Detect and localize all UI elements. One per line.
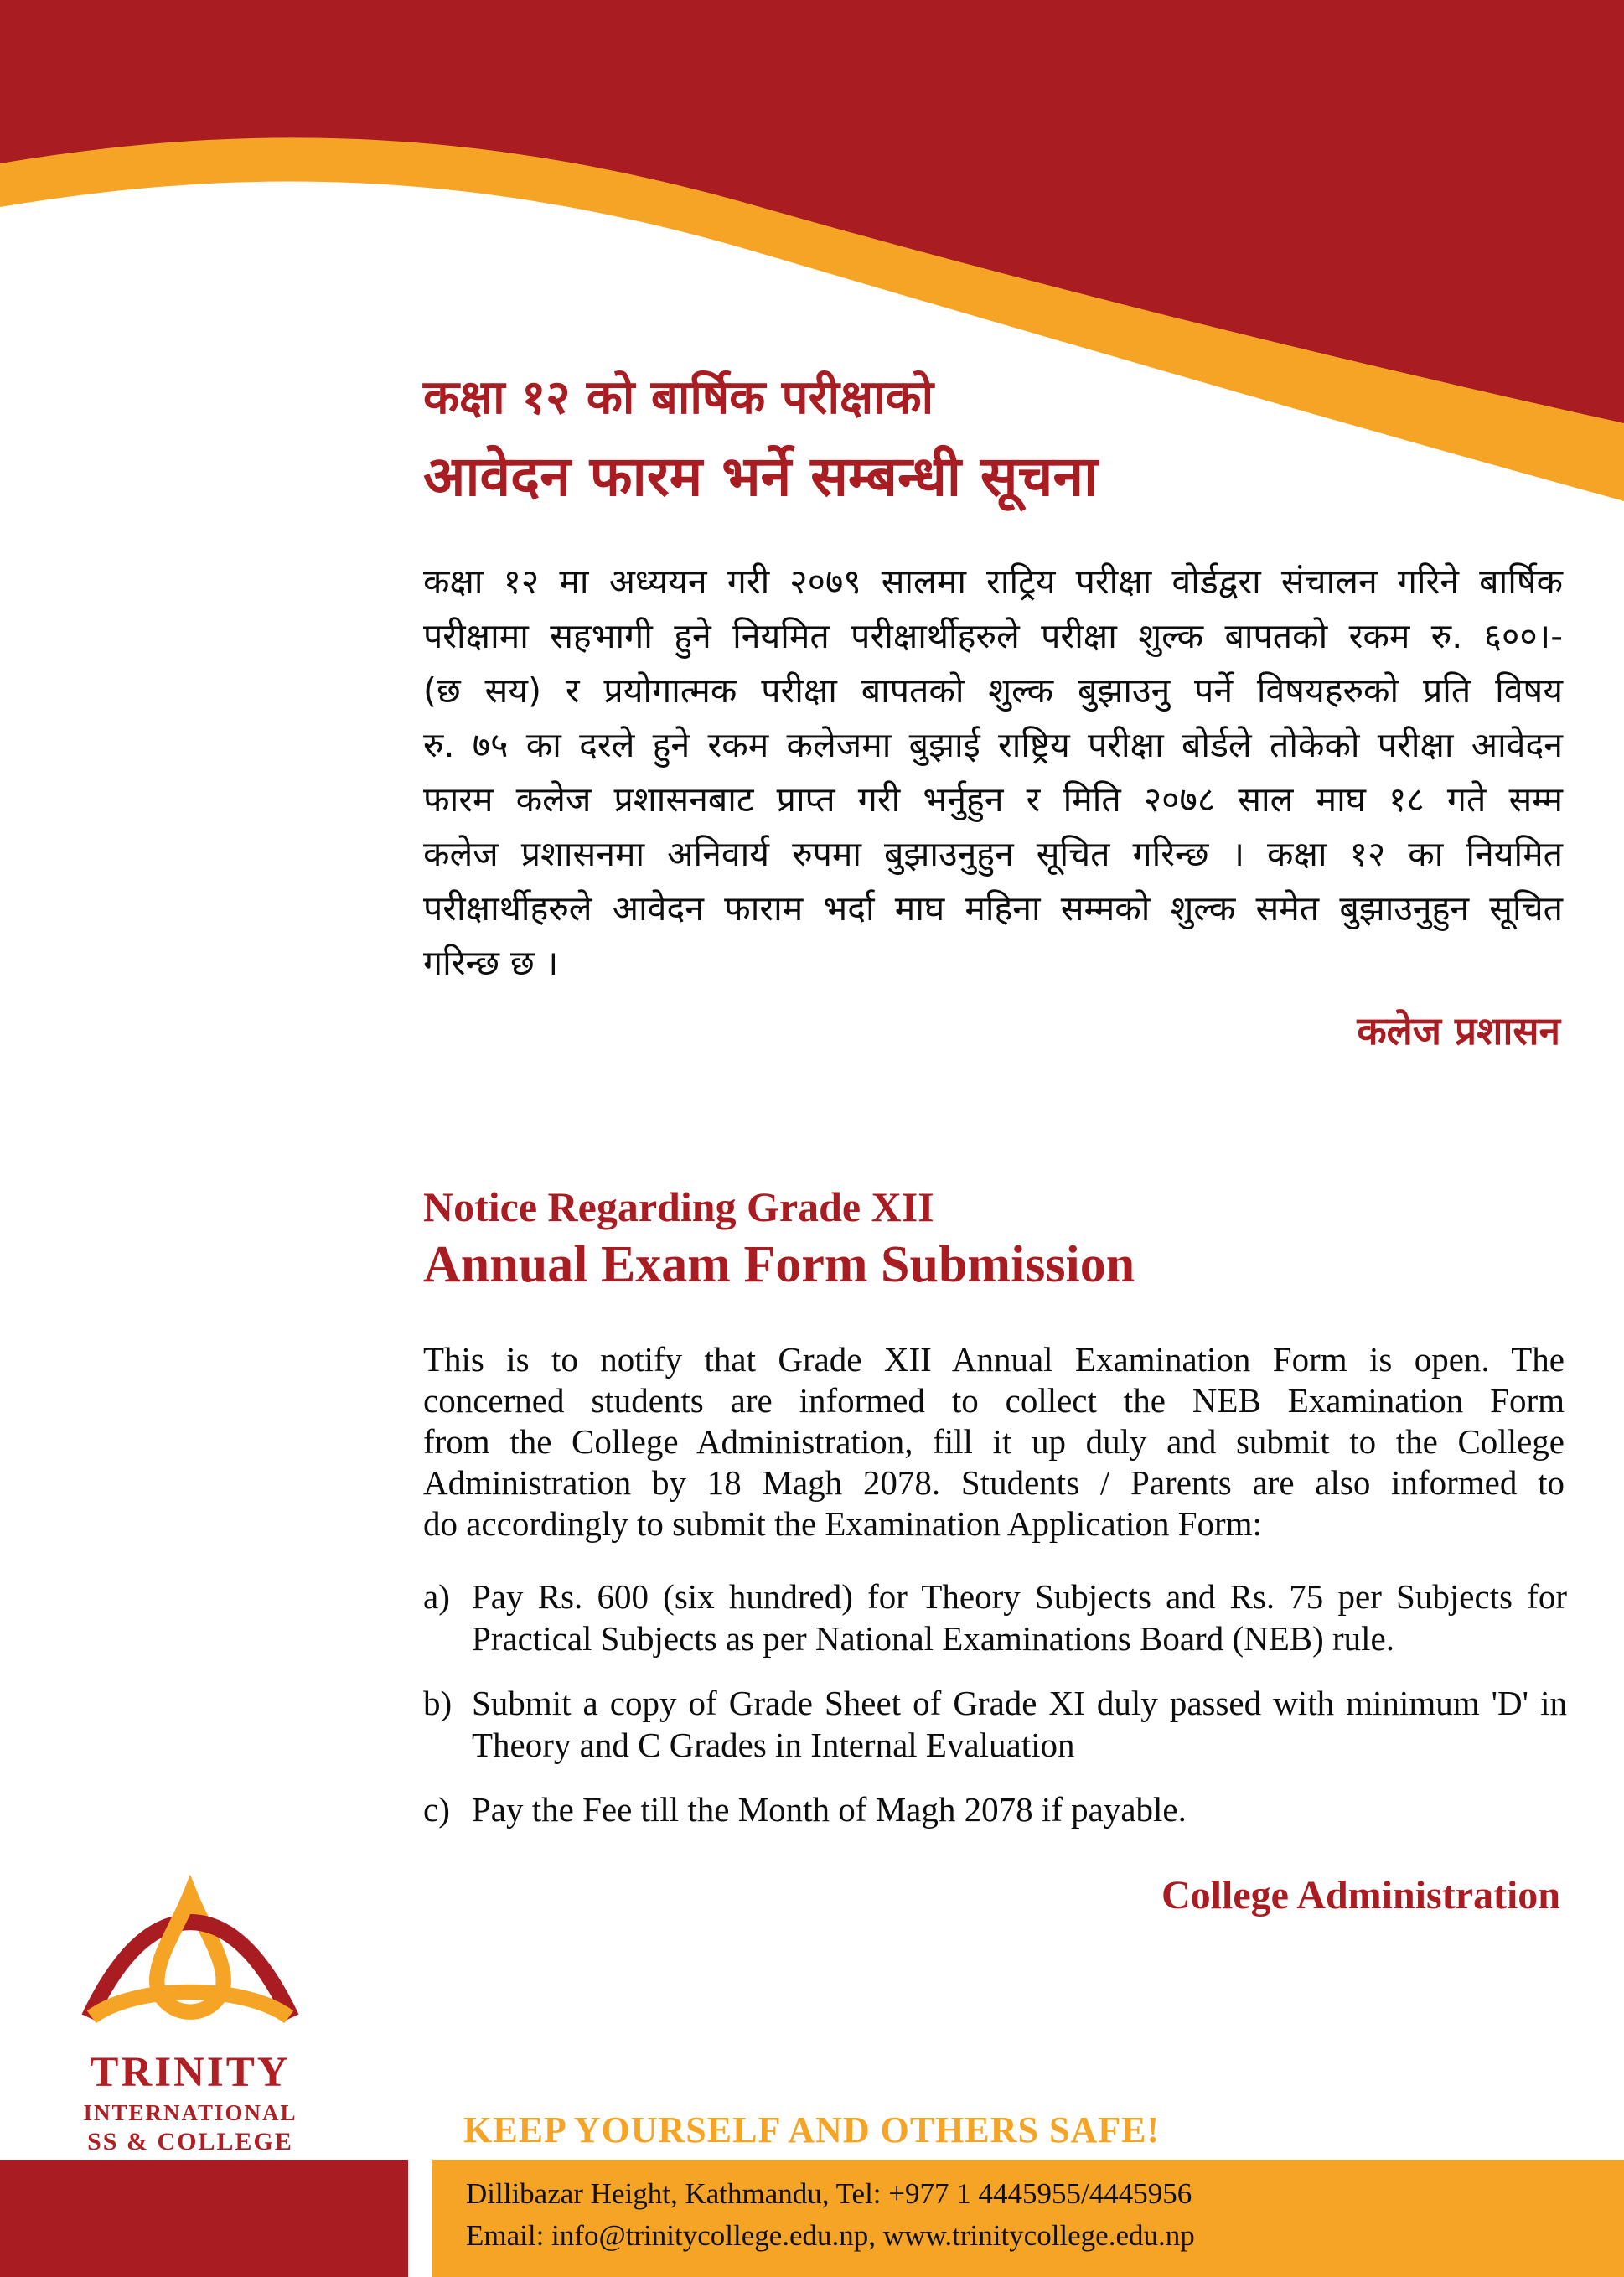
english-body-line: concerned students are informed to collect the NEB Examination Form: [423, 1381, 1565, 1420]
logo-subtitle-college: SS & COLLEGE: [87, 2128, 293, 2155]
english-heading-line1: Notice Regarding Grade XII: [423, 1183, 934, 1230]
nepali-body-line: परीक्षामा सहभागी हुने नियमित परीक्षार्थीहरुले परीक्षा शुल्क बापतको रकम रु. ६००।-: [423, 616, 1563, 656]
footer-address-phone: Dillibazar Height, Kathmandu, Tel: +977 1 4445955/4445956: [466, 2177, 1192, 2210]
footer-contact-bar: [432, 2160, 1624, 2277]
english-signature: College Administration: [1161, 1873, 1560, 1917]
logo-subtitle-international: INTERNATIONAL: [83, 2100, 297, 2125]
english-body-line: Administration by 18 Magh 2078. Students / Parents are also informed to: [423, 1463, 1565, 1502]
english-body-paragraph: [423, 1339, 1565, 1545]
list-item: [423, 1576, 1567, 1659]
requirements-list: [423, 1576, 1567, 1853]
trinity-triquetra-icon: [81, 1866, 299, 2045]
footer-email-website: Email: info@trinitycollege.edu.np, www.trinitycollege.edu.np: [466, 2219, 1195, 2252]
nepali-body-line: रु. ७५ का दरले हुने रकम कलेजमा बुझाई राष्ट्रिय परीक्षा बोर्डले तोकेको परीक्षा आवेदन: [423, 725, 1563, 765]
footer-red-block: [0, 2160, 408, 2277]
english-heading: [423, 1180, 1135, 1296]
banner-red-shape: [0, 0, 1624, 423]
nepali-heading-line1: कक्षा १२ को बार्षिक परीक्षाको: [423, 370, 934, 425]
list-item-text: Submit a copy of Grade Sheet of Grade XI duly passed with minimum 'D' in Theory and C Grades in Internal Evaluation: [472, 1684, 1567, 1764]
trinity-logo: [49, 1866, 332, 2155]
list-item-label: a): [423, 1577, 450, 1616]
nepali-signature: कलेज प्रशासन: [1357, 1008, 1560, 1053]
nepali-body-line: गरिन्छ छ ।: [423, 943, 559, 983]
english-body-line: from the College Administration, fill it up duly and submit to the College: [423, 1422, 1565, 1461]
nepali-body-paragraph: [423, 555, 1563, 991]
nepali-heading: [423, 367, 1098, 513]
nepali-body-line: फारम कलेज प्रशासनबाट प्राप्त गरी भर्नुहुन र मिति २०७८ साल माघ १८ गते सम्म: [423, 779, 1563, 820]
logo-title: TRINITY: [90, 2049, 291, 2096]
english-body-line: This is to notify that Grade XII Annual Examination Form is open. The: [423, 1340, 1565, 1379]
list-item: [423, 1788, 1567, 1830]
nepali-body-line: परीक्षार्थीहरुले आवेदन फाराम भर्दा माघ महिना सम्मको शुल्क समेत बुझाउनुहुन सूचित: [423, 888, 1563, 929]
nepali-body-line: कलेज प्रशासनमा अनिवार्य रुपमा बुझाउनुहुन सूचित गरिन्छ । कक्षा १२ का नियमित: [423, 834, 1563, 874]
nepali-heading-line2: आवेदन फारम भर्ने सम्बन्धी सूचना: [423, 444, 1099, 509]
list-item-label: c): [423, 1790, 450, 1829]
english-heading-line2: Annual Exam Form Submission: [423, 1236, 1135, 1293]
list-item-text: Pay Rs. 600 (six hundred) for Theory Subjects and Rs. 75 per Subjects for Practical Subjects as per National Examinations Board (NEB) rule.: [472, 1577, 1567, 1658]
nepali-body-line: कक्षा १२ मा अध्ययन गरी २०७९ सालमा राट्रिय परीक्षा वोर्डद्वरा संचालन गरिने बार्षिक: [423, 561, 1563, 602]
nepali-body-line: (छ सय) र प्रयोगात्मक परीक्षा बापतको शुल्क बुझाउनु पर्ने विषयहरुको प्रति विषय: [423, 670, 1563, 711]
english-body-line: do accordingly to submit the Examination Application Form:: [423, 1504, 1262, 1543]
list-item-label: b): [423, 1684, 453, 1722]
list-item-text: Pay the Fee till the Month of Magh 2078 if payable.: [472, 1790, 1187, 1829]
safety-message: KEEP YOURSELF AND OTHERS SAFE!: [463, 2109, 1161, 2150]
list-item: [423, 1682, 1567, 1766]
